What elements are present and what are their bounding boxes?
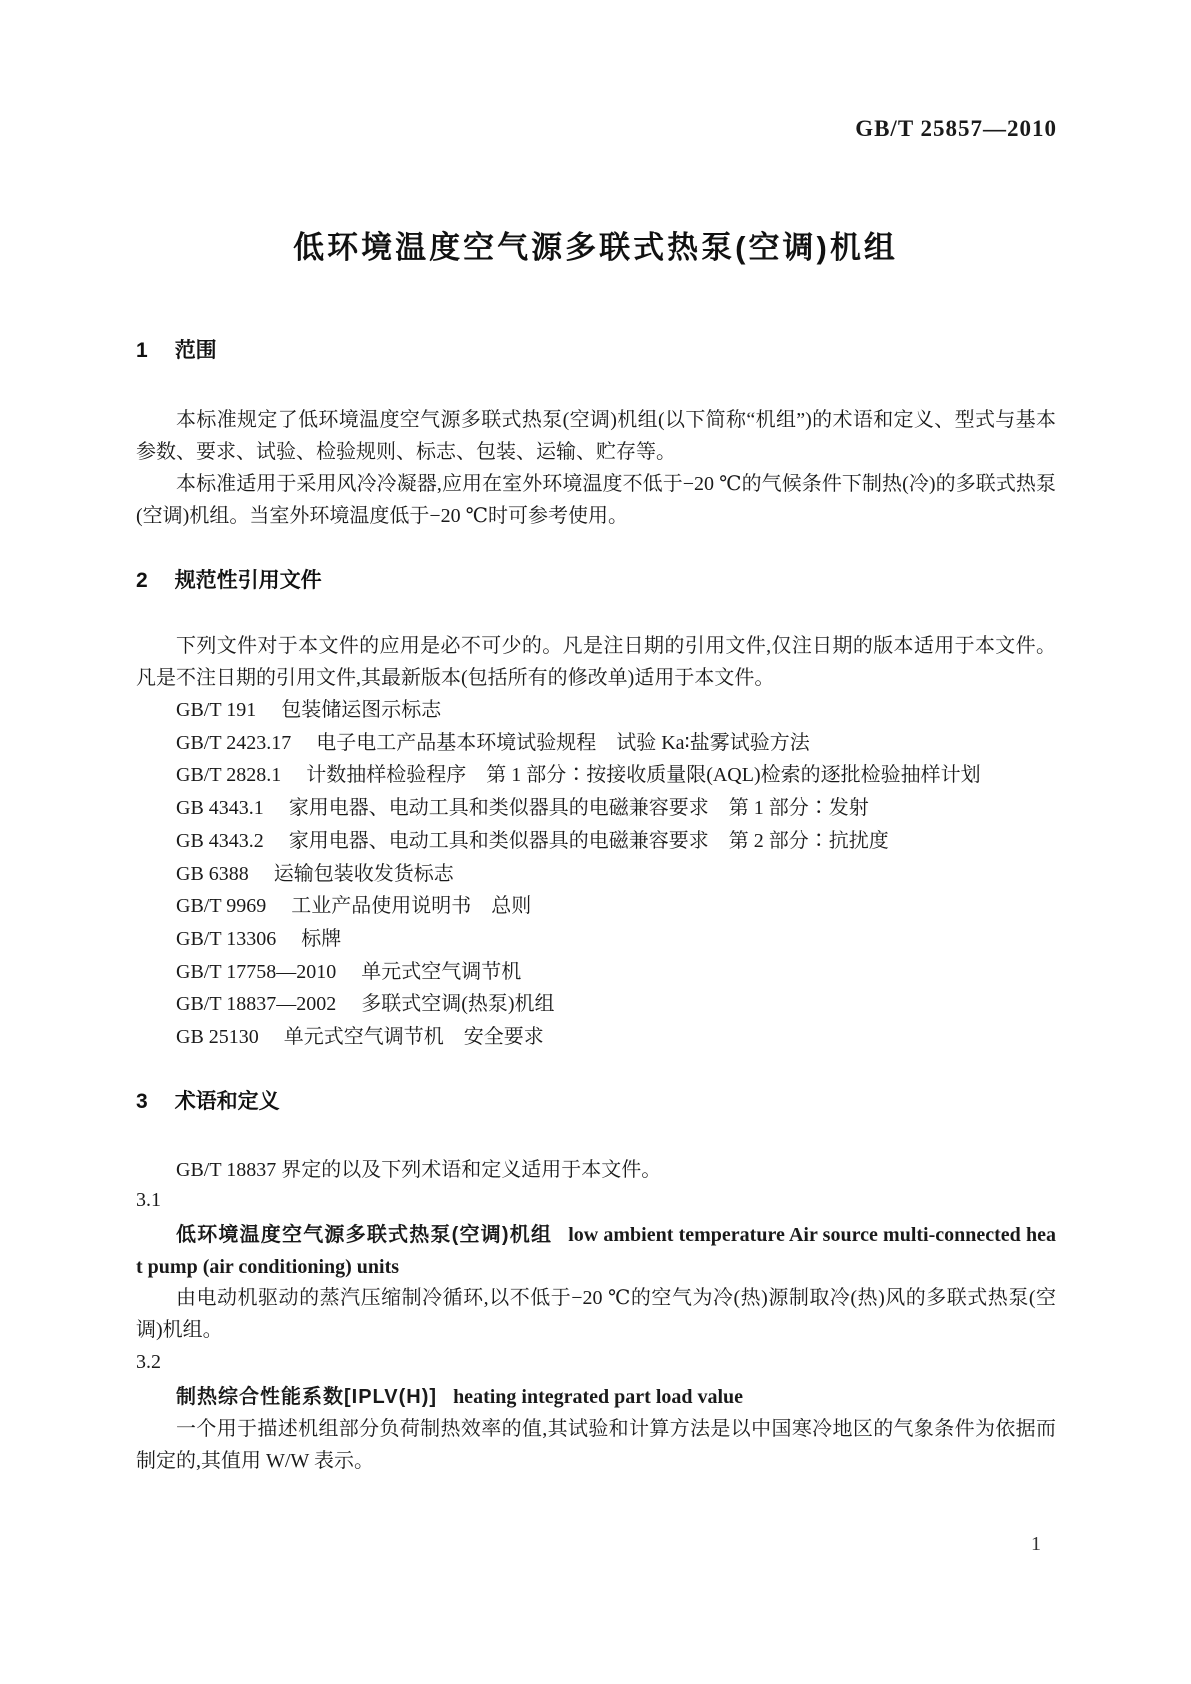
term-name bbox=[136, 1381, 1056, 1413]
reference-code: GB/T 2828.1 bbox=[176, 764, 282, 787]
reference-code: GB/T 13306 bbox=[176, 927, 277, 950]
reference-code: GB 4343.2 bbox=[176, 829, 264, 852]
section-title: 术语和定义 bbox=[174, 1090, 280, 1113]
reference-title: 单元式空气调节机 bbox=[361, 960, 522, 983]
reference-item bbox=[136, 988, 1056, 1021]
term-name bbox=[136, 1219, 1056, 1283]
term-name-zh: 制热综合性能系数[IPLV(H)] bbox=[176, 1386, 438, 1408]
standard-code: GB/T 25857—2010 bbox=[855, 116, 1057, 141]
section-number: 1 bbox=[136, 339, 148, 362]
reference-item bbox=[136, 956, 1056, 989]
reference-code: GB/T 2423.17 bbox=[176, 731, 292, 754]
reference-item bbox=[136, 694, 1056, 727]
reference-title: 工业产品使用说明书 总则 bbox=[291, 895, 532, 918]
reference-list bbox=[136, 694, 1056, 1054]
reference-title: 电子电工产品基本环境试验规程 试验 Ka∶盐雾试验方法 bbox=[316, 731, 810, 754]
reference-code: GB/T 17758—2010 bbox=[176, 960, 337, 983]
section-number: 2 bbox=[136, 569, 148, 592]
reference-item bbox=[136, 890, 1056, 923]
page-number: 1 bbox=[1031, 1533, 1041, 1555]
reference-code: GB/T 18837—2002 bbox=[176, 993, 337, 1016]
term-name-zh: 低环境温度空气源多联式热泵(空调)机组 bbox=[176, 1224, 553, 1246]
reference-item bbox=[136, 759, 1056, 792]
reference-code: GB 4343.1 bbox=[176, 797, 264, 820]
section-heading-terms bbox=[136, 1088, 1056, 1116]
section-title: 规范性引用文件 bbox=[174, 569, 322, 592]
reference-title: 包装储运图示标志 bbox=[281, 699, 442, 721]
paragraph-terms-intro: GB/T 18837 界定的以及下列术语和定义适用于本文件。 bbox=[176, 1159, 662, 1181]
term-name-en: heating integrated part load value bbox=[453, 1386, 744, 1408]
reference-item bbox=[136, 727, 1056, 760]
reference-code: GB 25130 bbox=[176, 1026, 259, 1049]
reference-item bbox=[136, 825, 1056, 858]
reference-title: 标牌 bbox=[301, 927, 342, 950]
section-heading-scope bbox=[136, 337, 1056, 365]
document-title: 低环境温度空气源多联式热泵(空调)机组 bbox=[293, 230, 898, 265]
paragraph-scope-1: 本标准规定了低环境温度空气源多联式热泵(空调)机组(以下简称“机组”)的术语和定义、型式与基本参数、要求、试验、检验规则、标志、包装、运输、贮存等。 bbox=[136, 409, 1056, 463]
paragraph-scope-2: 本标准适用于采用风冷冷凝器,应用在室外环境温度不低于−20 ℃的气候条件下制热(冷)的多联式热泵(空调)机组。当室外环境温度低于−20 ℃时可参考使用。 bbox=[136, 473, 1056, 527]
section-title: 范围 bbox=[174, 339, 217, 362]
section-heading-normative-references bbox=[136, 567, 1056, 595]
reference-code: GB/T 191 bbox=[176, 699, 257, 721]
reference-title: 计数抽样检验程序 第 1 部分∶按接收质量限(AQL)检索的逐批检验抽样计划 bbox=[306, 764, 981, 787]
reference-item bbox=[136, 792, 1056, 825]
reference-title: 单元式空气调节机 安全要求 bbox=[283, 1026, 544, 1049]
reference-item bbox=[136, 1021, 1056, 1054]
clause-number: 3.2 bbox=[136, 1351, 161, 1373]
reference-title: 多联式空调(热泵)机组 bbox=[361, 993, 555, 1016]
reference-code: GB 6388 bbox=[176, 862, 249, 885]
reference-item bbox=[136, 858, 1056, 891]
term-name-en: low ambient temperature Air source multi-connected heat pump (air conditioning) units bbox=[136, 1224, 1056, 1278]
reference-title: 家用电器、电动工具和类似器具的电磁兼容要求 第 2 部分∶抗扰度 bbox=[288, 829, 889, 852]
reference-title: 运输包装收发货标志 bbox=[273, 862, 454, 885]
term-definition: 一个用于描述机组部分负荷制热效率的值,其试验和计算方法是以中国寒冷地区的气象条件为依据而制定的,其值用 W/W 表示。 bbox=[136, 1418, 1056, 1472]
reference-title: 家用电器、电动工具和类似器具的电磁兼容要求 第 1 部分∶发射 bbox=[288, 797, 869, 820]
section-number: 3 bbox=[136, 1090, 148, 1113]
reference-code: GB/T 9969 bbox=[176, 895, 267, 918]
paragraph-references-intro: 下列文件对于本文件的应用是必不可少的。凡是注日期的引用文件,仅注日期的版本适用于本文件。凡是不注日期的引用文件,其最新版本(包括所有的修改单)适用于本文件。 bbox=[136, 635, 1056, 689]
term-definition: 由电动机驱动的蒸汽压缩制冷循环,以不低于−20 ℃的空气为冷(热)源制取冷(热)风的多联式热泵(空调)机组。 bbox=[136, 1287, 1056, 1341]
clause-number: 3.1 bbox=[136, 1189, 161, 1211]
reference-item bbox=[136, 923, 1056, 956]
